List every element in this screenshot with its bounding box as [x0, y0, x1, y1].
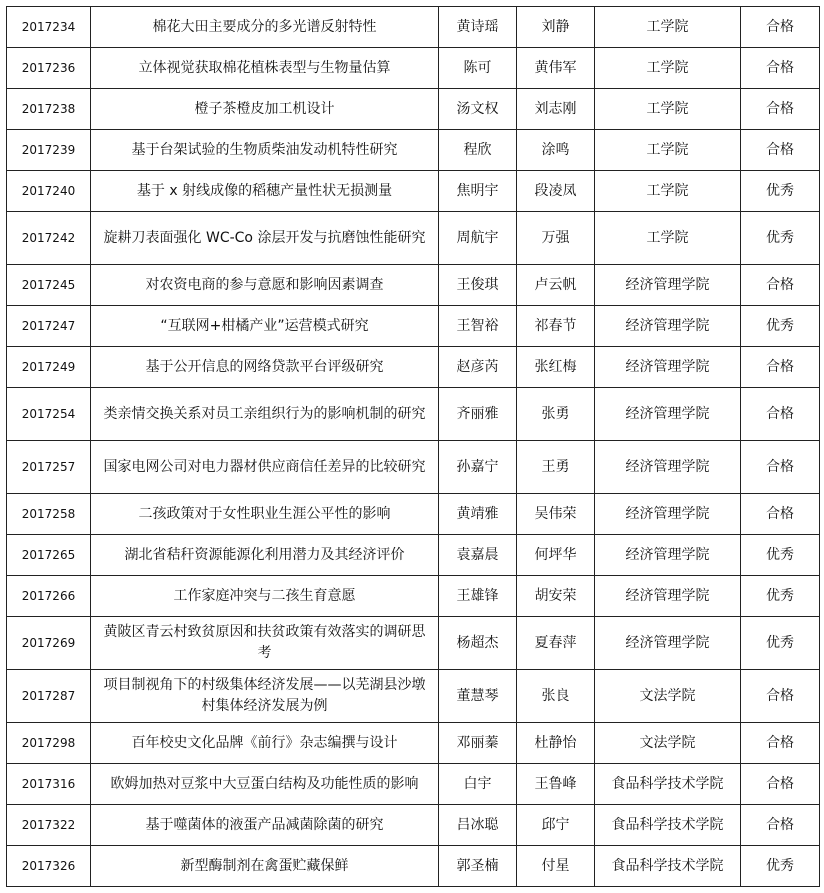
- project-title-cell: 黄陂区青云村致贫原因和扶贫政策有效落实的调研思考: [91, 617, 439, 670]
- project-title-cell: 基于噬菌体的液蛋产品减菌除菌的研究: [91, 805, 439, 846]
- student-name-cell: 赵彦芮: [439, 347, 517, 388]
- student-name-cell: 陈可: [439, 48, 517, 89]
- table-row: [7, 441, 820, 494]
- result-cell: 优秀: [741, 306, 820, 347]
- project-id-cell: 2017249: [7, 347, 91, 388]
- student-name-cell: 周航宇: [439, 212, 517, 265]
- project-title-cell: 新型酶制剂在禽蛋贮藏保鲜: [91, 846, 439, 887]
- college-cell: 经济管理学院: [595, 306, 741, 347]
- project-id-cell: 2017245: [7, 265, 91, 306]
- project-id-cell: 2017265: [7, 535, 91, 576]
- project-title-cell: 工作家庭冲突与二孩生育意愿: [91, 576, 439, 617]
- table-row: [7, 48, 820, 89]
- college-cell: 工学院: [595, 130, 741, 171]
- college-cell: 经济管理学院: [595, 576, 741, 617]
- result-cell: 合格: [741, 265, 820, 306]
- project-title-cell: 基于公开信息的网络贷款平台评级研究: [91, 347, 439, 388]
- student-name-cell: 郭圣楠: [439, 846, 517, 887]
- table-row: [7, 306, 820, 347]
- advisor-name-cell: 万强: [517, 212, 595, 265]
- advisor-name-cell: 王鲁峰: [517, 764, 595, 805]
- advisor-name-cell: 刘志刚: [517, 89, 595, 130]
- advisor-name-cell: 付星: [517, 846, 595, 887]
- college-cell: 经济管理学院: [595, 265, 741, 306]
- table-row: [7, 670, 820, 723]
- advisor-name-cell: 祁春节: [517, 306, 595, 347]
- result-cell: 优秀: [741, 212, 820, 265]
- project-id-cell: 2017242: [7, 212, 91, 265]
- student-name-cell: 董慧琴: [439, 670, 517, 723]
- project-title-cell: 二孩政策对于女性职业生涯公平性的影响: [91, 494, 439, 535]
- table-row: [7, 617, 820, 670]
- student-name-cell: 黄靖雅: [439, 494, 517, 535]
- result-cell: 优秀: [741, 535, 820, 576]
- advisor-name-cell: 卢云帆: [517, 265, 595, 306]
- result-cell: 合格: [741, 805, 820, 846]
- project-id-cell: 2017322: [7, 805, 91, 846]
- student-name-cell: 白宇: [439, 764, 517, 805]
- result-cell: 合格: [741, 130, 820, 171]
- advisor-name-cell: 张红梅: [517, 347, 595, 388]
- student-name-cell: 焦明宇: [439, 171, 517, 212]
- advisor-name-cell: 何坪华: [517, 535, 595, 576]
- college-cell: 工学院: [595, 89, 741, 130]
- project-id-cell: 2017298: [7, 723, 91, 764]
- result-cell: 优秀: [741, 576, 820, 617]
- project-id-cell: 2017326: [7, 846, 91, 887]
- student-name-cell: 吕冰聪: [439, 805, 517, 846]
- project-id-cell: 2017240: [7, 171, 91, 212]
- table-row: [7, 89, 820, 130]
- advisor-name-cell: 杜静怡: [517, 723, 595, 764]
- project-id-cell: 2017238: [7, 89, 91, 130]
- student-name-cell: 程欣: [439, 130, 517, 171]
- result-cell: 优秀: [741, 617, 820, 670]
- table-row: [7, 805, 820, 846]
- college-cell: 工学院: [595, 171, 741, 212]
- student-name-cell: 袁嘉晨: [439, 535, 517, 576]
- result-cell: 合格: [741, 670, 820, 723]
- project-id-cell: 2017236: [7, 48, 91, 89]
- college-cell: 工学院: [595, 7, 741, 48]
- advisor-name-cell: 张良: [517, 670, 595, 723]
- project-title-cell: 基于 x 射线成像的稻穗产量性状无损测量: [91, 171, 439, 212]
- project-id-cell: 2017287: [7, 670, 91, 723]
- college-cell: 经济管理学院: [595, 388, 741, 441]
- advisor-name-cell: 吴伟荣: [517, 494, 595, 535]
- table-row: [7, 576, 820, 617]
- project-results-table-wrapper: [6, 6, 820, 887]
- table-row: [7, 846, 820, 887]
- project-title-cell: 基于台架试验的生物质柴油发动机特性研究: [91, 130, 439, 171]
- student-name-cell: 黄诗瑶: [439, 7, 517, 48]
- result-cell: 合格: [741, 48, 820, 89]
- project-title-cell: 棉花大田主要成分的多光谱反射特性: [91, 7, 439, 48]
- advisor-name-cell: 夏春萍: [517, 617, 595, 670]
- college-cell: 食品科学技术学院: [595, 846, 741, 887]
- result-cell: 合格: [741, 347, 820, 388]
- project-title-cell: 橙子茶橙皮加工机设计: [91, 89, 439, 130]
- table-row: [7, 494, 820, 535]
- result-cell: 合格: [741, 494, 820, 535]
- project-title-cell: 对农资电商的参与意愿和影响因素调查: [91, 265, 439, 306]
- college-cell: 工学院: [595, 212, 741, 265]
- table-row: [7, 7, 820, 48]
- project-id-cell: 2017257: [7, 441, 91, 494]
- table-row: [7, 130, 820, 171]
- college-cell: 食品科学技术学院: [595, 764, 741, 805]
- college-cell: 经济管理学院: [595, 494, 741, 535]
- result-cell: 合格: [741, 764, 820, 805]
- project-title-cell: 欧姆加热对豆浆中大豆蛋白结构及功能性质的影响: [91, 764, 439, 805]
- table-row: [7, 723, 820, 764]
- project-title-cell: 国家电网公司对电力器材供应商信任差异的比较研究: [91, 441, 439, 494]
- student-name-cell: 汤文权: [439, 89, 517, 130]
- table-row: [7, 212, 820, 265]
- advisor-name-cell: 邱宁: [517, 805, 595, 846]
- result-cell: 合格: [741, 7, 820, 48]
- college-cell: 经济管理学院: [595, 441, 741, 494]
- project-id-cell: 2017316: [7, 764, 91, 805]
- result-cell: 合格: [741, 723, 820, 764]
- advisor-name-cell: 张勇: [517, 388, 595, 441]
- project-id-cell: 2017239: [7, 130, 91, 171]
- project-title-cell: 百年校史文化品牌《前行》杂志编撰与设计: [91, 723, 439, 764]
- project-id-cell: 2017266: [7, 576, 91, 617]
- project-title-cell: 立体视觉获取棉花植株表型与生物量估算: [91, 48, 439, 89]
- project-id-cell: 2017234: [7, 7, 91, 48]
- advisor-name-cell: 段凌凤: [517, 171, 595, 212]
- advisor-name-cell: 涂鸣: [517, 130, 595, 171]
- student-name-cell: 王俊琪: [439, 265, 517, 306]
- advisor-name-cell: 王勇: [517, 441, 595, 494]
- student-name-cell: 邓丽蓁: [439, 723, 517, 764]
- table-row: [7, 535, 820, 576]
- college-cell: 经济管理学院: [595, 347, 741, 388]
- student-name-cell: 王雄锋: [439, 576, 517, 617]
- table-row: [7, 388, 820, 441]
- college-cell: 经济管理学院: [595, 535, 741, 576]
- college-cell: 工学院: [595, 48, 741, 89]
- project-title-cell: 项目制视角下的村级集体经济发展——以芜湖县沙墩村集体经济发展为例: [91, 670, 439, 723]
- advisor-name-cell: 刘静: [517, 7, 595, 48]
- student-name-cell: 杨超杰: [439, 617, 517, 670]
- project-title-cell: 类亲情交换关系对员工亲组织行为的影响机制的研究: [91, 388, 439, 441]
- result-cell: 优秀: [741, 171, 820, 212]
- table-row: [7, 265, 820, 306]
- project-id-cell: 2017247: [7, 306, 91, 347]
- table-row: [7, 171, 820, 212]
- project-title-cell: 湖北省秸秆资源能源化利用潜力及其经济评价: [91, 535, 439, 576]
- project-id-cell: 2017269: [7, 617, 91, 670]
- student-name-cell: 王智裕: [439, 306, 517, 347]
- project-results-table: [6, 6, 820, 887]
- project-id-cell: 2017258: [7, 494, 91, 535]
- project-id-cell: 2017254: [7, 388, 91, 441]
- result-cell: 优秀: [741, 846, 820, 887]
- advisor-name-cell: 胡安荣: [517, 576, 595, 617]
- college-cell: 文法学院: [595, 723, 741, 764]
- table-row: [7, 764, 820, 805]
- result-cell: 合格: [741, 441, 820, 494]
- project-title-cell: 旋耕刀表面强化 WC-Co 涂层开发与抗磨蚀性能研究: [91, 212, 439, 265]
- table-body: [7, 7, 820, 887]
- project-title-cell: “互联网+柑橘产业”运营模式研究: [91, 306, 439, 347]
- result-cell: 合格: [741, 89, 820, 130]
- student-name-cell: 孙嘉宁: [439, 441, 517, 494]
- result-cell: 合格: [741, 388, 820, 441]
- advisor-name-cell: 黄伟军: [517, 48, 595, 89]
- college-cell: 文法学院: [595, 670, 741, 723]
- college-cell: 经济管理学院: [595, 617, 741, 670]
- table-row: [7, 347, 820, 388]
- college-cell: 食品科学技术学院: [595, 805, 741, 846]
- student-name-cell: 齐丽雅: [439, 388, 517, 441]
